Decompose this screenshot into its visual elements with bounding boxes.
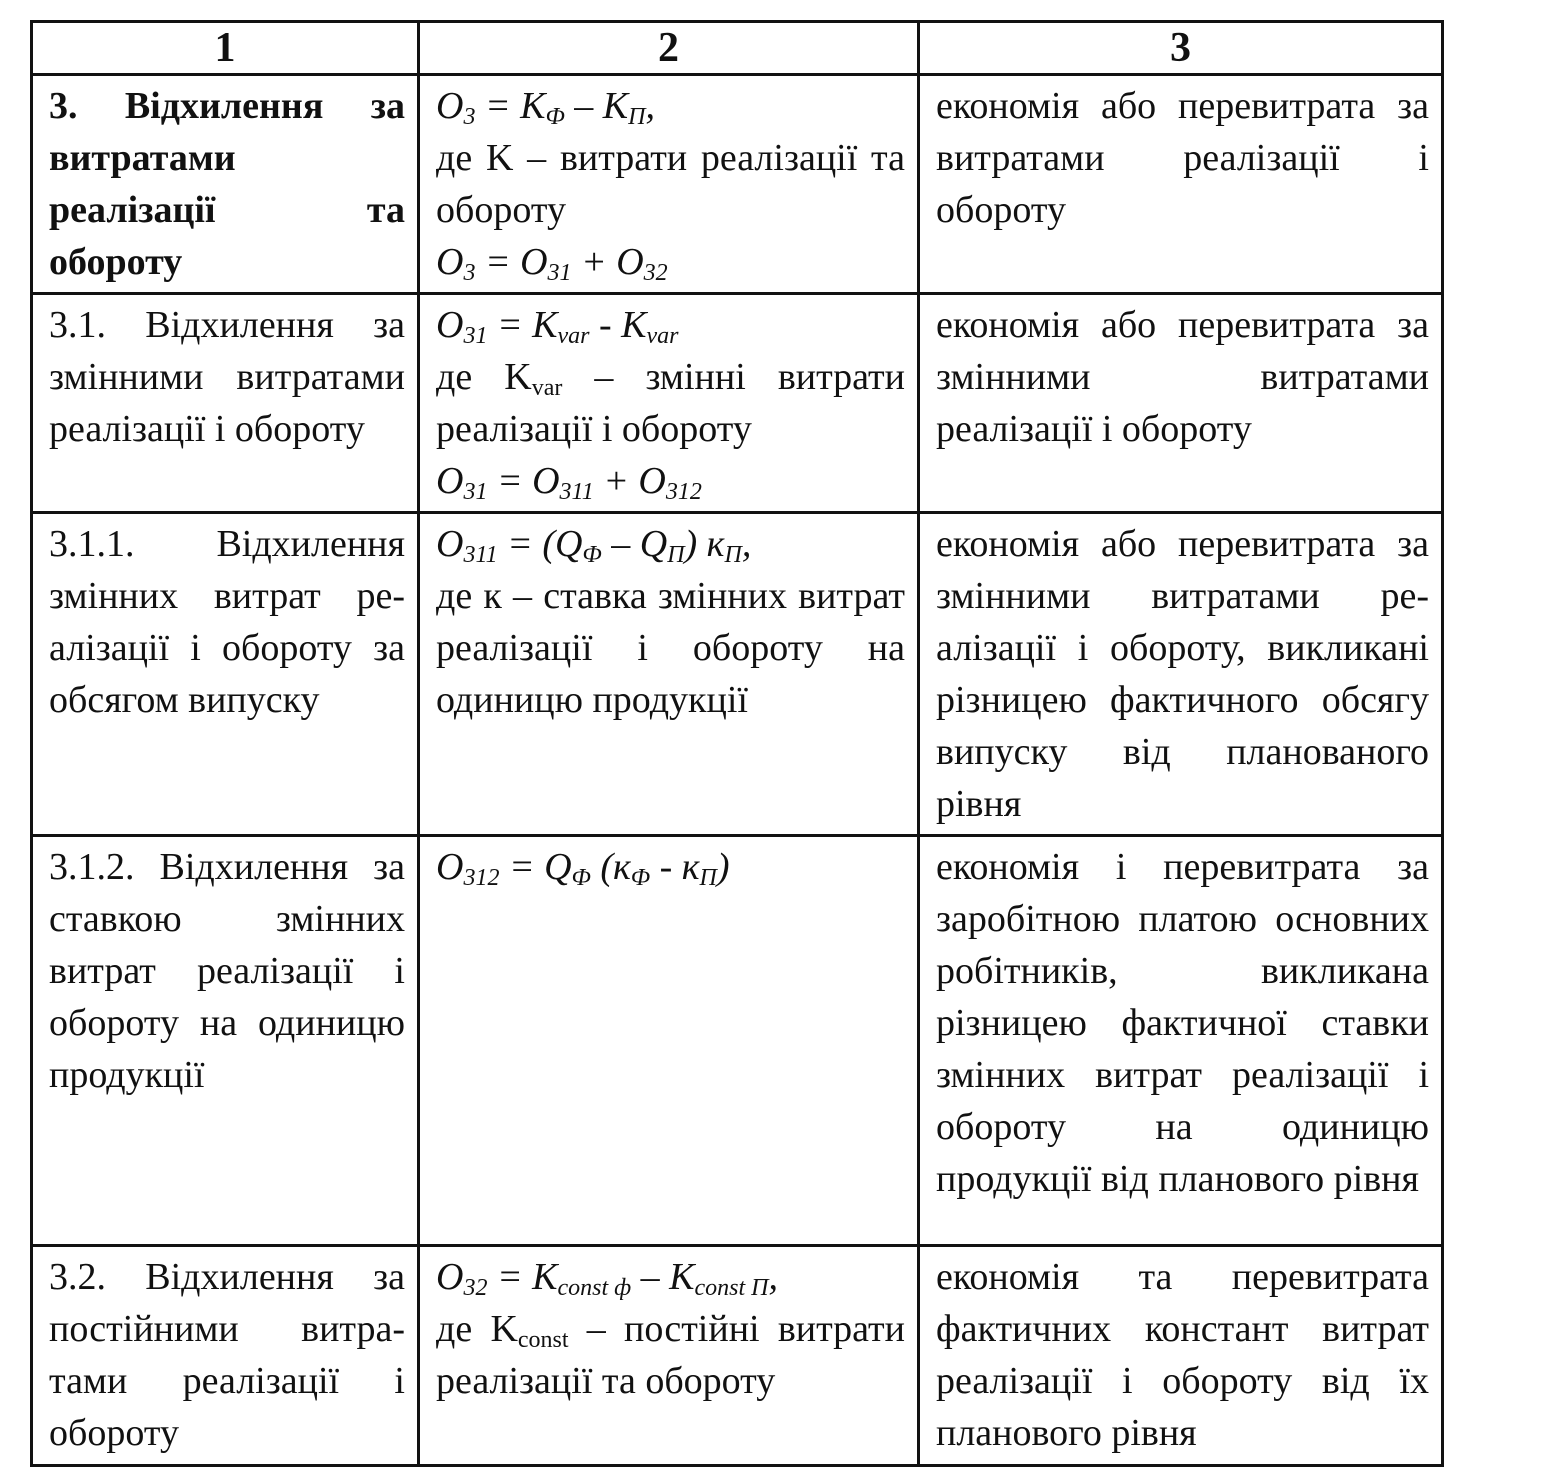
formula: $O_3 = K_Ф - K_П$,	[436, 85, 655, 130]
header-col-1: 1	[32, 22, 419, 75]
table-row	[32, 294, 1443, 513]
result-cell: економія або перевитрата за змінними витратами реалізації і обороту	[919, 294, 1443, 513]
formula-note: де K – витрати реалізації та обороту	[436, 137, 905, 231]
formula-cell	[419, 1246, 919, 1466]
header-col-2: 2	[419, 22, 919, 75]
formula-cell	[419, 836, 919, 1246]
formula-cell	[419, 294, 919, 513]
result-cell: економія або перевитрата за витратами реалізації і обороту	[919, 75, 1443, 294]
header-row	[32, 22, 1443, 75]
deviation-name-cell: 3.1.2. Відхилення за ставкою змінних витрат реалізації і обороту на одиницю продукції	[32, 836, 419, 1246]
table-row	[32, 75, 1443, 294]
formula: $O_{312} = Q_Ф$ $(к_Ф - к_П)$	[436, 846, 730, 891]
table-row	[32, 1246, 1443, 1466]
formula-note: де $K_{const}$ – постійні витрати реалізації та обороту	[436, 1308, 905, 1402]
formula: $O_{31} = K_{var} - K_{var}$	[436, 304, 679, 349]
formula: $O_3 = O_{31} + O_{32}$	[436, 241, 668, 286]
deviation-name-cell: 3.2. Відхилення за постійними витратами реалізації і обороту	[32, 1246, 419, 1466]
deviation-table	[30, 20, 1444, 1467]
formula-cell	[419, 75, 919, 294]
formula: $O_{31} = O_{311} + O_{312}$	[436, 460, 702, 505]
deviation-name-cell: 3.1. Відхилення за змінними витратами реалізації і обороту	[32, 294, 419, 513]
table-row	[32, 513, 1443, 836]
header-col-3: 3	[919, 22, 1443, 75]
formula-cell	[419, 513, 919, 836]
result-cell: економія та перевитрата фактичних констант витрат реалізації і обороту від їх планового рівня	[919, 1246, 1443, 1466]
formula-note: де $K_{var}$ – змінні витрати реалізації і обороту	[436, 356, 905, 450]
formula: $O_{311} = (Q_Ф - Q_П)$ $к_П$,	[436, 523, 752, 568]
result-cell: економія і перевитрата за заробітною платою основних робітників, викликана різницею фактичної ставки змінних витрат реалізації і обороту на одиницю продукції від планового рівня	[919, 836, 1443, 1246]
deviation-name-cell: 3.1.1. Відхилення змінних витрат реалізації і обороту за обсягом випуску	[32, 513, 419, 836]
result-cell: економія або перевитрата за змінними витратами реалізації і обороту, викликані різницею фактичного обсягу випуску від планованого рівня	[919, 513, 1443, 836]
table-row	[32, 836, 1443, 1246]
formula: $O_{32} = K_{const ф} - K_{const П}$,	[436, 1256, 779, 1301]
formula-note: де к – ставка змінних витрат реалізації і обороту на одиницю продукції	[436, 575, 905, 721]
deviation-name-cell: 3. Відхилення за витратами реалізації та обороту	[32, 75, 419, 294]
